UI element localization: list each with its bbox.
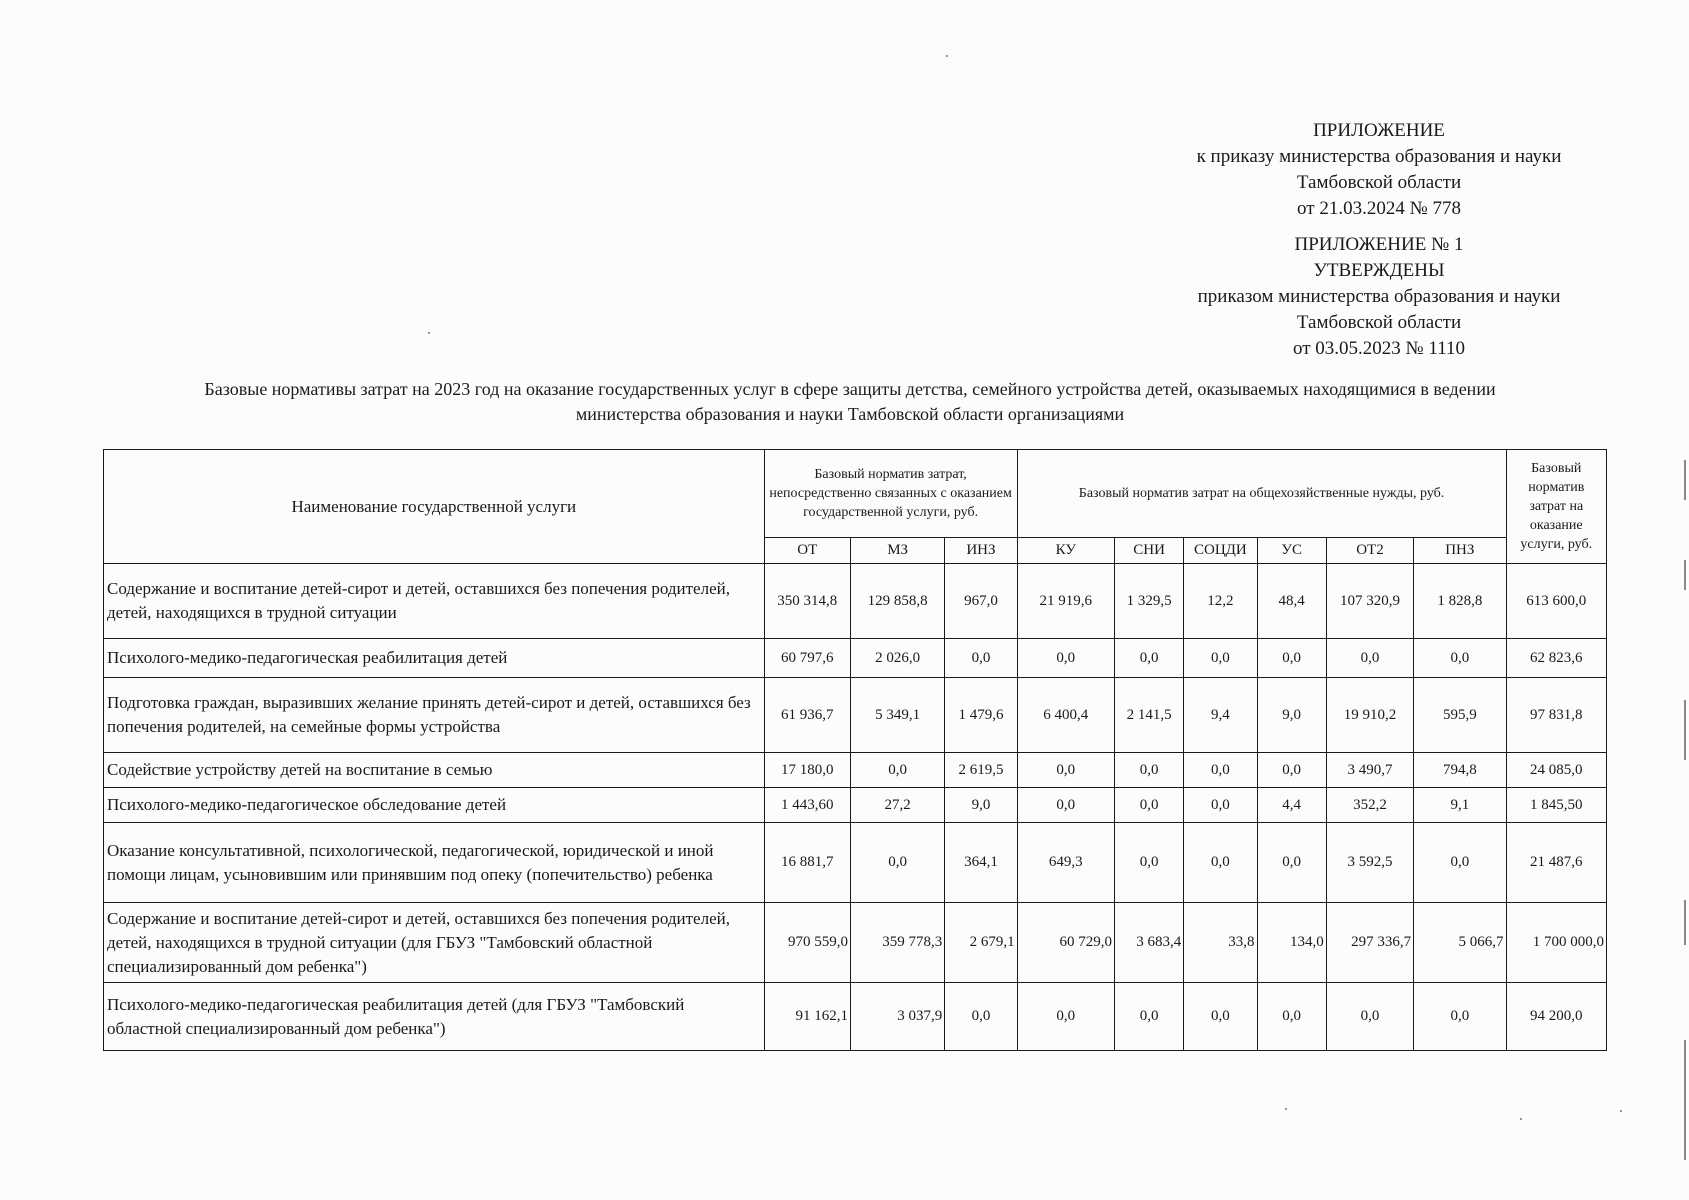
value-cell: 2 619,5 [945,753,1017,788]
value-cell: 3 683,4 [1114,903,1183,983]
value-cell: 21 919,6 [1017,564,1114,639]
value-cell: 1 329,5 [1114,564,1183,639]
table-row [104,823,1607,903]
value-cell: 12,2 [1184,564,1257,639]
appendix-date-number: от 21.03.2024 № 778 [1297,198,1461,219]
value-cell: 0,0 [945,983,1017,1051]
value-cell: 60 729,0 [1017,903,1114,983]
value-cell: 970 559,0 [764,903,850,983]
value-cell: 0,0 [1326,983,1413,1051]
service-name-cell: Психолого-медико-педагогическая реабилитация детей (для ГБУЗ "Тамбовский областной специализированный дом ребенка") [104,983,765,1051]
value-cell: 2 026,0 [850,639,944,678]
scan-speck [1520,1118,1522,1120]
service-name-cell: Содержание и воспитание детей-сирот и детей, оставшихся без попечения родителей, детей, находящихся в трудной ситуации (для ГБУЗ "Тамбовский областной специализированный дом ребенка") [104,903,765,983]
service-name-cell: Содействие устройству детей на воспитание в семью [104,753,765,788]
value-cell: 352,2 [1326,788,1413,823]
value-cell: 19 910,2 [1326,678,1413,753]
table-row [104,788,1607,823]
header-col-ku: КУ [1017,538,1114,564]
document-title-line: министерства образования и науки Тамбовской области организациями [575,404,1125,424]
header-col-ot: ОТ [764,538,850,564]
value-cell: 0,0 [1184,823,1257,903]
table-row [104,983,1607,1051]
scan-speck [428,332,430,334]
value-cell: 967,0 [945,564,1017,639]
value-cell: 0,0 [1414,639,1506,678]
value-cell: 6 400,4 [1017,678,1114,753]
approval-line: приказом министерства образования и науки [1197,286,1561,307]
value-cell: 649,3 [1017,823,1114,903]
table-row [104,678,1607,753]
header-direct-costs: Базовый норматив затрат, непосредственно связанных с оказанием государственной услуги, руб. [764,450,1017,538]
service-name-cell: Подготовка граждан, выразивших желание принять детей-сирот и детей, оставшихся без попечения родителей, на семейные формы устройства [104,678,765,753]
value-cell: 2 141,5 [1114,678,1183,753]
value-cell: 0,0 [1414,983,1506,1051]
value-cell: 60 797,6 [764,639,850,678]
value-cell: 2 679,1 [945,903,1017,983]
total-value-cell: 1 845,50 [1506,788,1607,823]
table-row [104,639,1607,678]
value-cell: 48,4 [1257,564,1326,639]
value-cell: 129 858,8 [850,564,944,639]
value-cell: 364,1 [945,823,1017,903]
value-cell: 0,0 [1257,823,1326,903]
header-col-mz: МЗ [850,538,944,564]
value-cell: 91 162,1 [764,983,850,1051]
value-cell: 0,0 [1114,823,1183,903]
value-cell: 0,0 [1114,753,1183,788]
service-name-cell: Оказание консультативной, психологической, педагогической, юридической и иной помощи лицам, усыновившим или принявшим под опеку (попечительство) ребенка [104,823,765,903]
value-cell: 0,0 [1184,753,1257,788]
table-row [104,903,1607,983]
value-cell: 0,0 [1017,753,1114,788]
value-cell: 3 037,9 [850,983,944,1051]
value-cell: 0,0 [1257,639,1326,678]
value-cell: 16 881,7 [764,823,850,903]
total-value-cell: 1 700 000,0 [1506,903,1607,983]
cost-norms-table [103,449,1607,1051]
header-col-us: УС [1257,538,1326,564]
scan-edge-mark [1684,900,1686,945]
header-col-ot2: ОТ2 [1326,538,1413,564]
total-value-cell: 62 823,6 [1506,639,1607,678]
value-cell: 27,2 [850,788,944,823]
appendix-title: ПРИЛОЖЕНИЕ [1313,120,1445,141]
value-cell: 61 936,7 [764,678,850,753]
value-cell: 0,0 [1114,788,1183,823]
value-cell: 9,0 [1257,678,1326,753]
value-cell: 1 828,8 [1414,564,1506,639]
value-cell: 0,0 [1184,639,1257,678]
value-cell: 17 180,0 [764,753,850,788]
value-cell: 0,0 [850,823,944,903]
table-row [104,564,1607,639]
value-cell: 297 336,7 [1326,903,1413,983]
value-cell: 4,4 [1257,788,1326,823]
approval-line: Тамбовской области [1296,312,1462,333]
value-cell: 1 443,60 [764,788,850,823]
value-cell: 350 314,8 [764,564,850,639]
scan-edge-mark [1684,560,1686,590]
value-cell: 794,8 [1414,753,1506,788]
total-value-cell: 94 200,0 [1506,983,1607,1051]
value-cell: 0,0 [1114,983,1183,1051]
value-cell: 0,0 [1257,983,1326,1051]
value-cell: 0,0 [1414,823,1506,903]
total-value-cell: 97 831,8 [1506,678,1607,753]
appendix-approval-block [1159,118,1599,222]
value-cell: 1 479,6 [945,678,1017,753]
value-cell: 9,0 [945,788,1017,823]
document-title [130,377,1570,427]
appendix-line: к приказу министерства образования и науки [1196,146,1562,167]
value-cell: 0,0 [1017,639,1114,678]
value-cell: 0,0 [1326,639,1413,678]
value-cell: 3 490,7 [1326,753,1413,788]
value-cell: 9,4 [1184,678,1257,753]
scan-edge-mark [1684,700,1686,760]
value-cell: 0,0 [945,639,1017,678]
value-cell: 0,0 [850,753,944,788]
service-name-cell: Психолого-медико-педагогическое обследование детей [104,788,765,823]
value-cell: 595,9 [1414,678,1506,753]
value-cell: 0,0 [1017,983,1114,1051]
document-title-line: Базовые нормативы затрат на 2023 год на оказание государственных услуг в сфере защиты детства, семейного устройства детей, оказываемых находящимися в ведении [204,379,1496,399]
scan-edge-mark [1684,460,1686,500]
service-name-cell: Психолого-медико-педагогическая реабилитация детей [104,639,765,678]
appendix-1-title: ПРИЛОЖЕНИЕ № 1 [1294,234,1464,255]
scan-speck [1285,1108,1287,1110]
approval-date-number: от 03.05.2023 № 1110 [1292,338,1466,359]
scan-speck [1620,1110,1622,1112]
value-cell: 0,0 [1184,983,1257,1051]
header-col-pnz: ПНЗ [1414,538,1506,564]
value-cell: 5 066,7 [1414,903,1506,983]
value-cell: 0,0 [1017,788,1114,823]
value-cell: 3 592,5 [1326,823,1413,903]
total-value-cell: 613 600,0 [1506,564,1607,639]
value-cell: 0,0 [1184,788,1257,823]
total-value-cell: 21 487,6 [1506,823,1607,903]
header-general-costs: Базовый норматив затрат на общехозяйственные нужды, руб. [1017,450,1506,538]
header-col-socdi: СОЦДИ [1184,538,1257,564]
appendix-1-approval-block [1159,232,1599,362]
scan-edge-mark [1684,1040,1686,1160]
scan-speck [946,55,948,57]
value-cell: 33,8 [1184,903,1257,983]
table-row [104,753,1607,788]
header-total-norm: Базовый норматив затрат на оказание услуги, руб. [1506,450,1607,564]
approved-heading: УТВЕРЖДЕНЫ [1313,260,1445,281]
value-cell: 9,1 [1414,788,1506,823]
value-cell: 107 320,9 [1326,564,1413,639]
value-cell: 5 349,1 [850,678,944,753]
header-col-sni: СНИ [1114,538,1183,564]
service-name-cell: Содержание и воспитание детей-сирот и детей, оставшихся без попечения родителей, детей, находящихся в трудной ситуации [104,564,765,639]
value-cell: 0,0 [1114,639,1183,678]
header-col-inz: ИНЗ [945,538,1017,564]
total-value-cell: 24 085,0 [1506,753,1607,788]
appendix-line: Тамбовской области [1296,172,1462,193]
header-service-name: Наименование государственной услуги [104,450,765,564]
value-cell: 359 778,3 [850,903,944,983]
value-cell: 134,0 [1257,903,1326,983]
value-cell: 0,0 [1257,753,1326,788]
